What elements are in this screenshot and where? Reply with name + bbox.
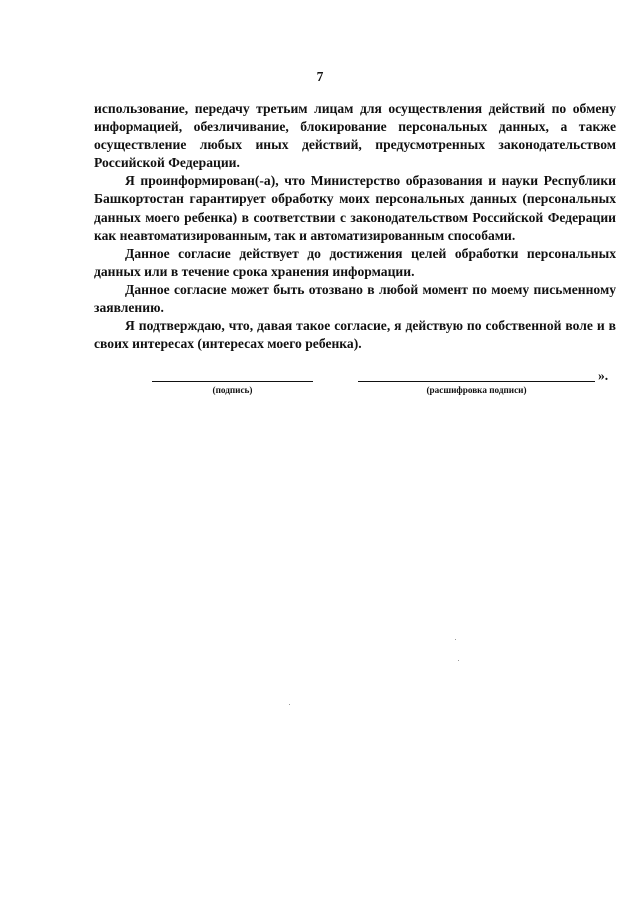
paragraph-informed: Я проинформирован(-а), что Министерство образования и науки Республики Башкортостан гарантирует обработку моих персональных данных (персональных данных моего ребенка) в соответствии с законодательством Российской Федерации как неавтоматизированным, так и автоматизированным способами. [94, 173, 616, 243]
signature-decode-line [358, 381, 595, 382]
scan-speck [455, 639, 456, 640]
document-body [94, 100, 616, 353]
paragraph-continuation: использование, передачу третьим лицам для осуществления действий по обмену информацией, обезличивание, блокирование персональных данных, а также осуществление любых иных действий, предусмотренных законодательством Российской Федерации. [94, 101, 616, 171]
signature-decode-caption: (расшифровка подписи) [426, 385, 527, 395]
paragraph-validity: Данное согласие действует до достижения целей обработки персональных данных или в течение срока хранения информации. [94, 245, 616, 279]
paragraph-revocation: Данное согласие может быть отозвано в любой момент по моему письменному заявлению. [94, 281, 616, 316]
scan-speck [458, 660, 459, 661]
signature-line [152, 381, 313, 382]
paragraph-confirmation: Я подтверждаю, что, давая такое согласие, я действую по собственной воле и в своих интересах (интересах моего ребенка). [94, 318, 616, 352]
page-number: 7 [316, 69, 324, 84]
closing-quote-mark: ». [598, 368, 609, 383]
signature-caption: (подпись) [212, 385, 253, 395]
scan-speck [289, 704, 290, 705]
